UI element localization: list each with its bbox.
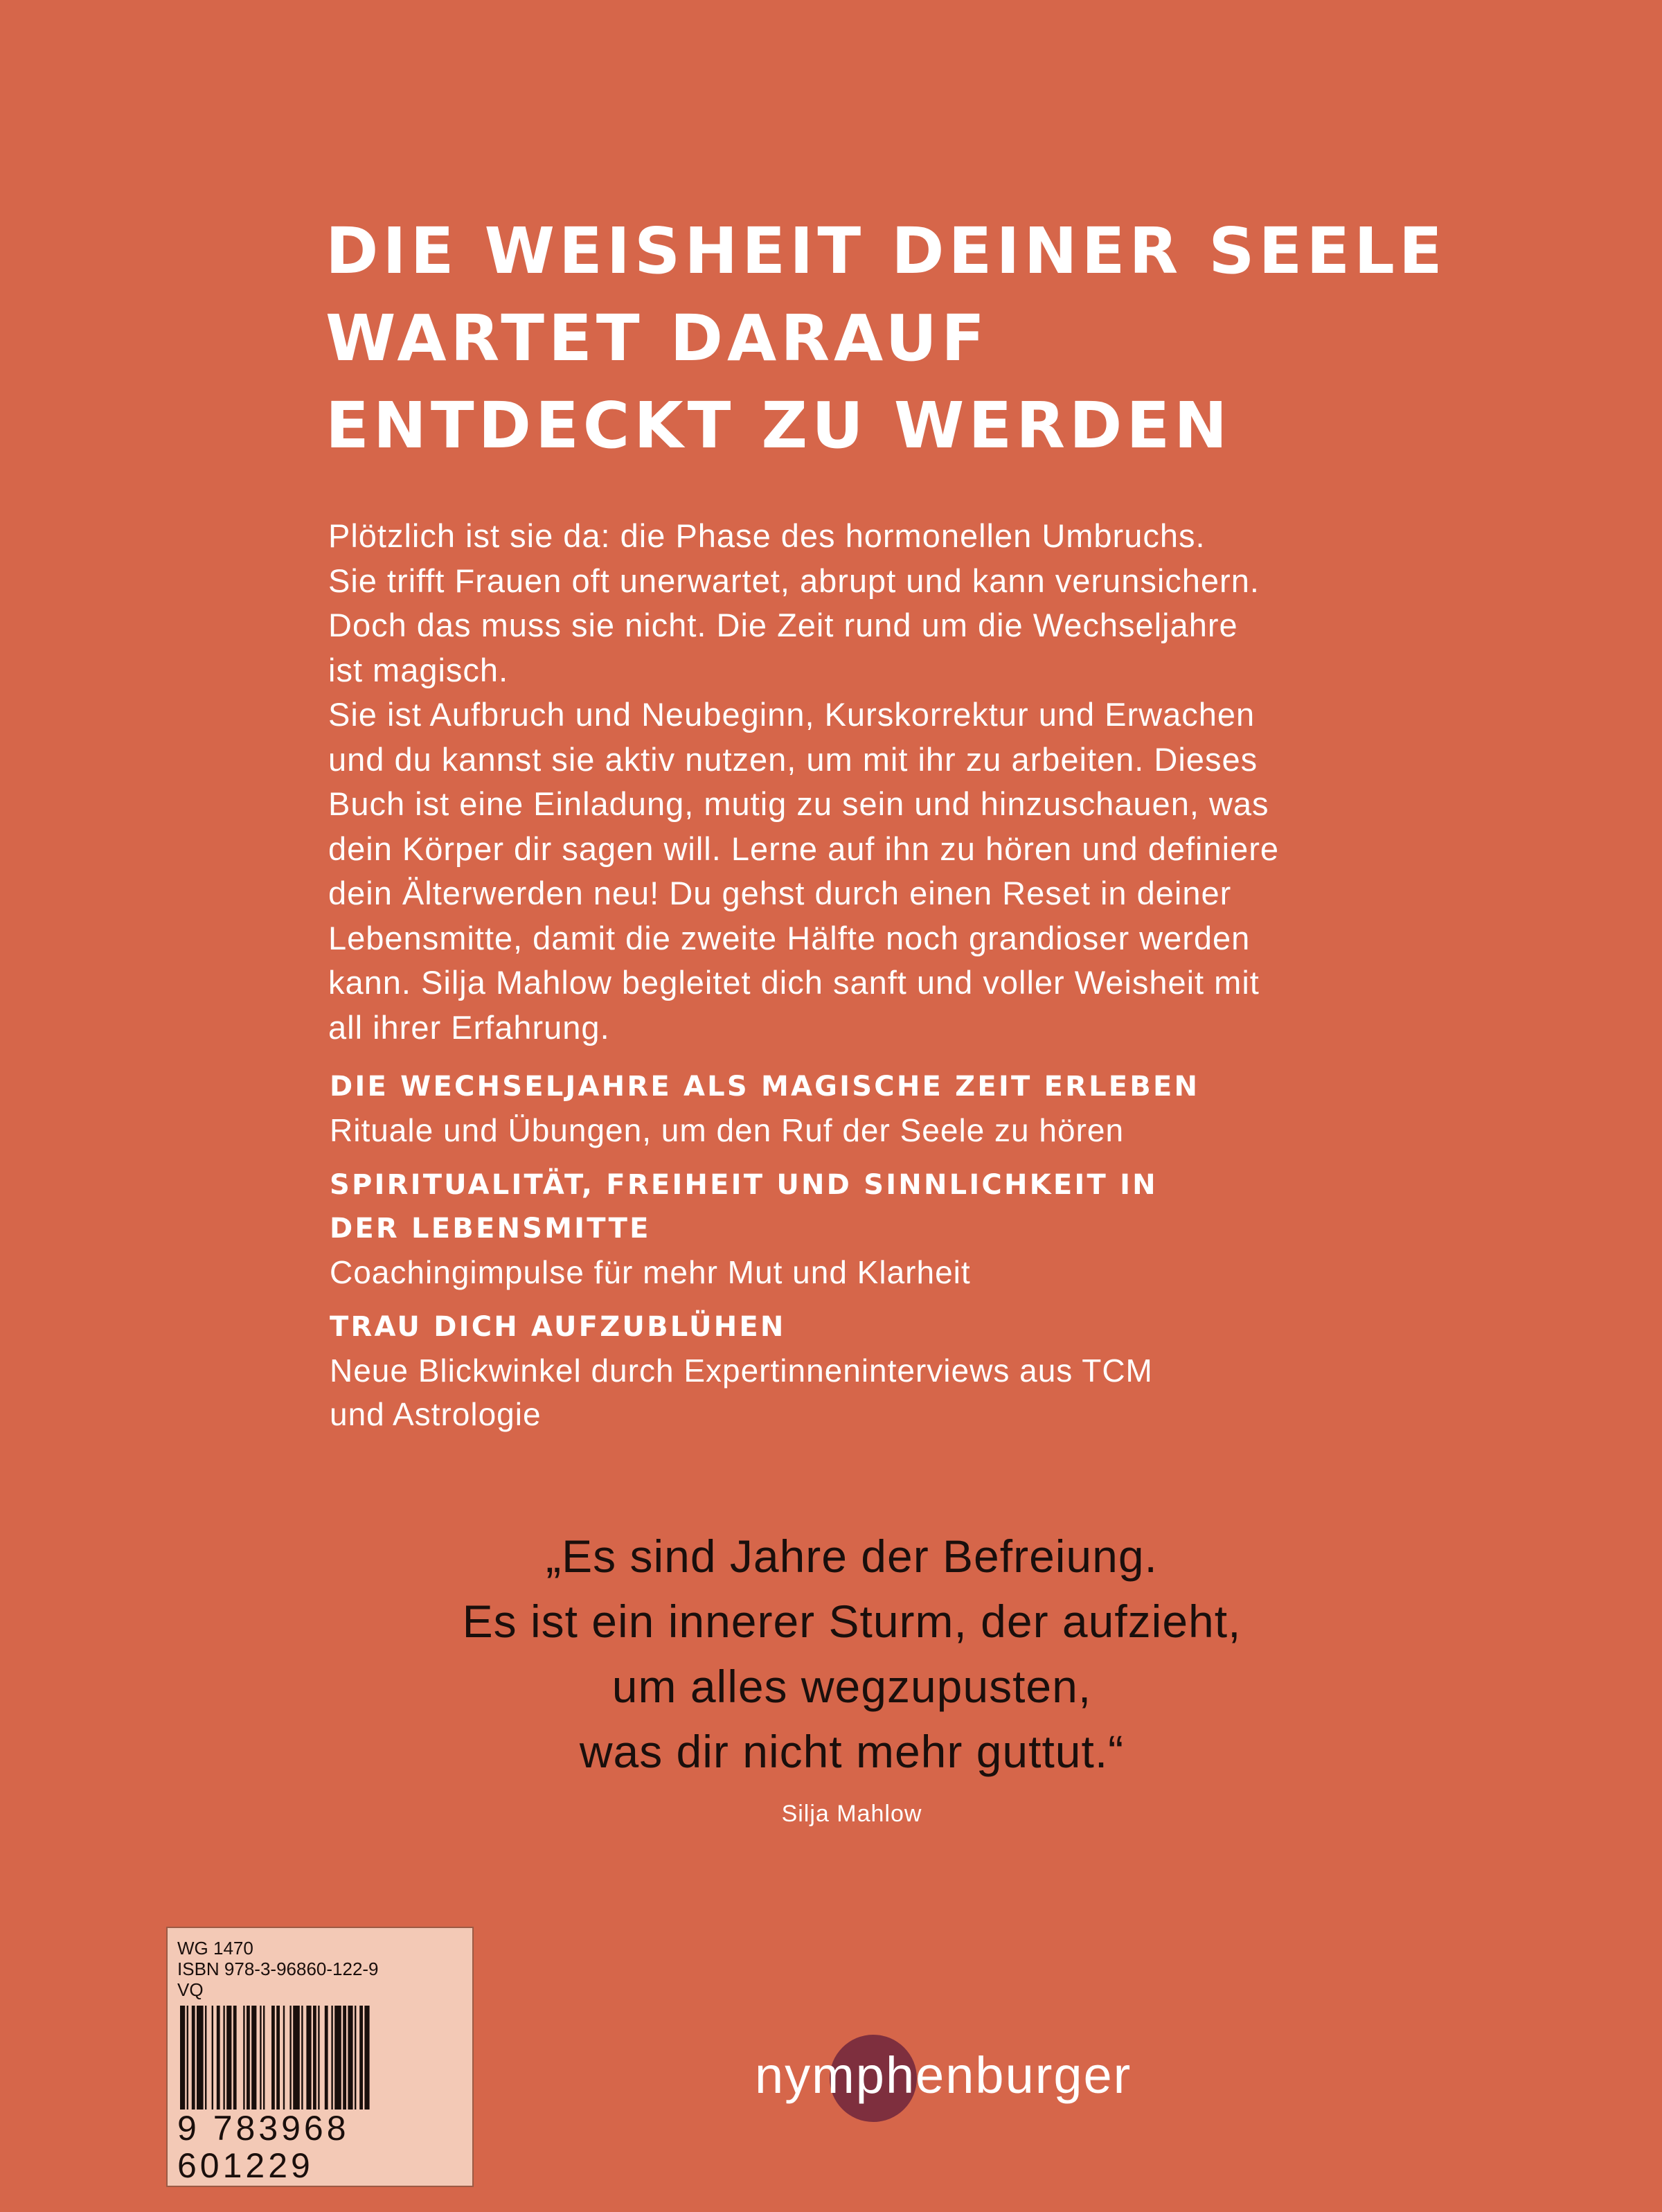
feature-title xyxy=(330,1065,1382,1109)
quote xyxy=(263,1524,1440,1784)
barcode-bar xyxy=(226,2006,231,2110)
publisher-name: nymphenburger xyxy=(755,2046,1132,2104)
barcode-bar xyxy=(187,2006,188,2110)
barcode-digits: 9 783968 601229 xyxy=(177,2109,350,2185)
isbn: ISBN 978-3-96860-122-9 xyxy=(177,1959,379,1979)
feature-description-line: Rituale und Übungen, um den Ruf der Seele zu hören xyxy=(330,1112,1125,1148)
barcode-bar xyxy=(192,2006,195,2110)
quote-line: was dir nicht mehr guttut.“ xyxy=(579,1726,1125,1777)
feature-title-line: DER LEBENSMITTE xyxy=(330,1213,651,1245)
barcode-bar xyxy=(283,2006,285,2110)
barcode-bar xyxy=(180,2006,185,2110)
blurb-line: Sie ist Aufbruch und Neubeginn, Kurskorrektur und Erwachen xyxy=(328,696,1256,733)
feature-title-line: TRAU DICH AUFZUBLÜHEN xyxy=(330,1311,786,1343)
quote-author: Silja Mahlow xyxy=(781,1801,922,1827)
barcode-icon xyxy=(177,2006,461,2110)
barcode-bar xyxy=(313,2006,316,2110)
blurb-line: kann. Silja Mahlow begleitet dich sanft und voller Weisheit mit xyxy=(328,964,1260,1001)
blurb-line: Doch das muss sie nicht. Die Zeit rund um die Wechseljahre xyxy=(328,607,1238,643)
blurb-line: dein Körper dir sagen will. Lerne auf ihn zu hören und definiere xyxy=(328,830,1280,867)
barcode-bar xyxy=(251,2006,256,2110)
feature-description-line: Neue Blickwinkel durch Expertinneninterviews aus TCM xyxy=(330,1353,1153,1389)
wg-code: WG 1470 xyxy=(177,1938,253,1959)
feature-description xyxy=(330,1349,1382,1436)
barcode-bar xyxy=(343,2006,346,2110)
barcode-bar xyxy=(301,2006,303,2110)
barcode-bar xyxy=(348,2006,352,2110)
feature-item xyxy=(330,1163,1382,1294)
quote-line: „Es sind Jahre der Befreiung. xyxy=(546,1531,1158,1582)
feature-description xyxy=(330,1109,1382,1152)
barcode-bar xyxy=(247,2006,250,2110)
barcode-bar xyxy=(306,2006,311,2110)
feature-title-line: DIE WECHSELJAHRE ALS MAGISCHE ZEIT ERLEBEN xyxy=(330,1071,1200,1103)
barcode-bar xyxy=(205,2006,206,2110)
barcode-bar xyxy=(334,2006,341,2110)
barcode-label xyxy=(166,1927,474,2187)
barcode-bar xyxy=(276,2006,280,2110)
barcode-bar xyxy=(355,2006,356,2110)
barcode-bar xyxy=(293,2006,300,2110)
barcode-bar xyxy=(233,2006,237,2110)
barcode-bar xyxy=(359,2006,363,2110)
barcode-bar xyxy=(331,2006,332,2110)
feature-item xyxy=(330,1305,1382,1436)
headline-line: DIE WEISHEIT DEINER SEELE xyxy=(325,214,1447,288)
barcode-bar xyxy=(318,2006,319,2110)
barcode-bar xyxy=(263,2006,265,2110)
blurb-line: ist magisch. xyxy=(328,651,509,688)
feature-item xyxy=(330,1065,1382,1152)
publisher-logo xyxy=(755,2033,1240,2123)
feature-description-line: und Astrologie xyxy=(330,1396,542,1432)
barcode-bar xyxy=(197,2006,204,2110)
feature-title xyxy=(330,1163,1382,1251)
headline-line: WARTET DARAUF xyxy=(325,301,989,375)
feature-description-line: Coachingimpulse für mehr Mut und Klarheit xyxy=(330,1254,971,1290)
quote-line: Es ist ein innerer Sturm, der aufzieht, xyxy=(462,1596,1242,1647)
blurb-text xyxy=(328,514,1381,1050)
feature-list xyxy=(330,1065,1382,1447)
barcode-bar xyxy=(223,2006,224,2110)
blurb-line: Lebensmitte, damit die zweite Hälfte noch grandioser werden xyxy=(328,919,1251,956)
blurb-line: dein Älterwerden neu! Du gehst durch einen Reset in deiner xyxy=(328,875,1232,911)
barcode-bar xyxy=(217,2006,220,2110)
barcode-bar xyxy=(260,2006,261,2110)
blurb-line: all ihrer Erfahrung. xyxy=(328,1008,610,1046)
headline-line: ENTDECKT ZU WERDEN xyxy=(325,389,1232,463)
barcode-bar xyxy=(243,2006,244,2110)
blurb-line: Sie trifft Frauen oft unerwartet, abrupt und kann verunsichern. xyxy=(328,562,1260,599)
blurb-line: Plötzlich ist sie da: die Phase des hormonellen Umbruchs. xyxy=(328,517,1206,554)
headline xyxy=(325,208,1607,470)
barcode-bar xyxy=(289,2006,291,2110)
quote-line: um alles wegzupusten, xyxy=(611,1661,1092,1712)
blurb-line: Buch ist eine Einladung, mutig zu sein und hinzuschauen, was xyxy=(328,785,1269,822)
vq-code: VQ xyxy=(177,1979,204,2000)
barcode-bar xyxy=(325,2006,328,2110)
feature-title xyxy=(330,1305,1382,1349)
barcode-bar xyxy=(212,2006,213,2110)
barcode-bar xyxy=(271,2006,275,2110)
blurb-line: und du kannst sie aktiv nutzen, um mit ihr zu arbeiten. Dieses xyxy=(328,740,1258,778)
feature-description xyxy=(330,1251,1382,1294)
barcode-bar xyxy=(364,2006,369,2110)
feature-title-line: SPIRITUALITÄT, FREIHEIT UND SINNLICHKEIT IN xyxy=(330,1169,1158,1201)
